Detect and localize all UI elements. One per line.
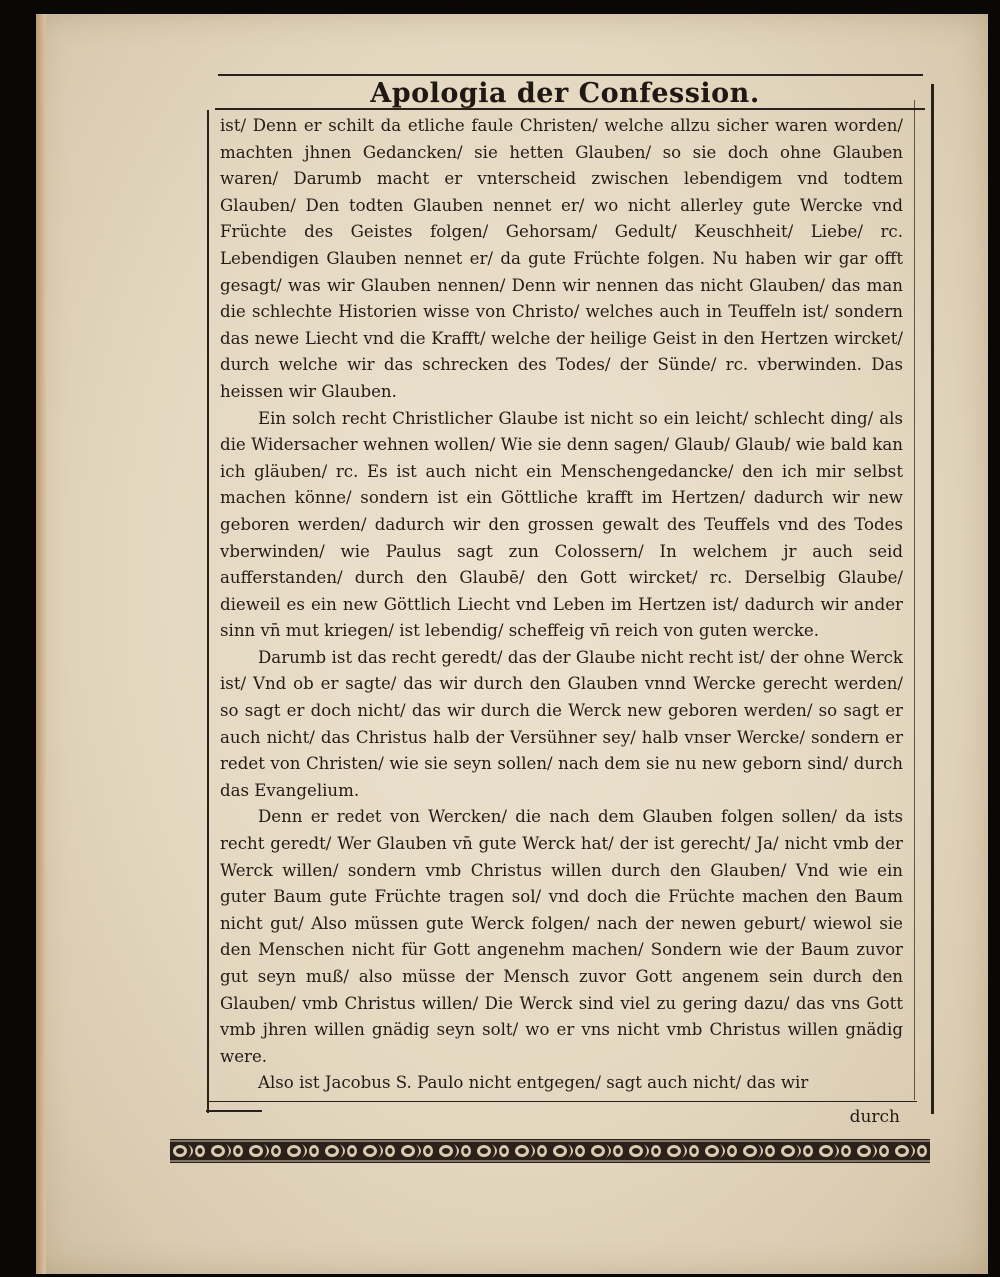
catchword: durch	[849, 1107, 900, 1127]
frame-bottom-rule	[206, 1110, 262, 1112]
frame-bottom-line	[209, 1101, 917, 1102]
frame-right-line-outer	[931, 84, 934, 1114]
paragraph-2: Ein solch recht Christlicher Glaube ist nicht so ein leicht/ schlecht ding/ als die Widersacher wehnen wollen/ Wie sie denn sagen/ Glaub/ Glaub/ wie bald kan ich gläuben/ rc. Es ist auch nicht ein Menschengedancke/ den ich mir selbst machen könne/ sondern ist ein Göttliche krafft im Hertzen/ dadurch wir new geboren werden/ dadurch wir den grossen gewalt des Teuffels vnd des Todes vberwinden/ wie Paulus sagt zun Colossern/ In welchem jr auch seid aufferstanden/ durch den Glaubē/ den Gott wircket/ rc. Derselbig Glaube/ dieweil es ein new Göttlich Liecht vnd Leben im Hertzen ist/ dadurch wir ander sinn vn̄ mut kriegen/ ist lebendig/ scheffeig vn̄ reich von guten wercke.	[220, 408, 903, 641]
main-text-block	[220, 113, 903, 1097]
frame-right-line-inner	[914, 100, 915, 1100]
paragraph-3: Darumb ist das recht geredt/ das der Glaube nicht recht ist/ der ohne Werck ist/ Vnd ob er sagte/ das wir durch den Glauben vnnd Wercke gerecht werden/ so sagt er doch nicht/ das wir durch die Werck new geboren werden/ so sagt er auch nicht/ das Christus halb der Versühner sey/ halb vnser Wercke/ sondern er redet von Christen/ wie sie seyn sollen/ nach dem sie nu new geborn sind/ durch das Evangelium.	[220, 647, 903, 800]
paragraph-4: Denn er redet von Wercken/ die nach dem Glauben folgen sollen/ da ists recht geredt/ Wer Glauben vn̄ gute Werck hat/ der ist gerecht/ Ja/ nicht vmb der Werck willen/ sondern vmb Christus willen durch den Glauben/ Vnd wie ein guter Baum gute Früchte tragen sol/ vnd doch die Früchte machen den Baum nicht gut/ Also müssen gute Werck folgen/ nach der newen geburt/ wiewol sie den Menschen nicht für Gott angenehm machen/ Sondern wie der Baum zuvor gut seyn muß/ also müsse der Mensch zuvor Gott angenem sein durch den Glauben/ vmb Christus willen/ Die Werck sind viel zu gering dazu/ das vns Gott vmb jhren willen gnädig seyn solt/ wo er vns nicht vmb Christus willen gnädig were.	[220, 807, 903, 1066]
running-title: Apologia der Confession.	[370, 78, 760, 109]
frame-left-line	[207, 110, 209, 1113]
header-rule-top	[218, 74, 923, 76]
ornamental-border-icon	[170, 1136, 930, 1166]
paragraph-1: ist/ Denn er schilt da etliche faule Christen/ welche allzu sicher waren worden/ machten jhnen Gedancken/ sie hetten Glauben/ so sie doch ohne Glauben waren/ Darumb macht er vnterscheid zwischen lebendigem vnd todtem Glauben/ Den todten Glauben nennet er/ wo nicht allerley gute Wercke vnd Früchte des Geistes folgen/ Gehorsam/ Gedult/ Keuschheit/ Liebe/ rc. Lebendigen Glauben nennet er/ da gute Früchte folgen. Nu haben wir gar offt gesagt/ was wir Glauben nennen/ Denn wir nennen das nicht Glauben/ das man die schlechte Historien wisse von Christo/ welches auch in Teuffeln ist/ sondern das newe Liecht vnd die Krafft/ welche der heilige Geist in den Hertzen wircket/ durch welche wir das schrecken des Todes/ der Sünde/ rc. vberwinden. Das heissen wir Glauben.	[220, 116, 903, 401]
page-edge	[36, 14, 46, 1274]
paragraph-5: Also ist Jacobus S. Paulo nicht entgegen/ sagt auch nicht/ das wir	[258, 1073, 809, 1093]
